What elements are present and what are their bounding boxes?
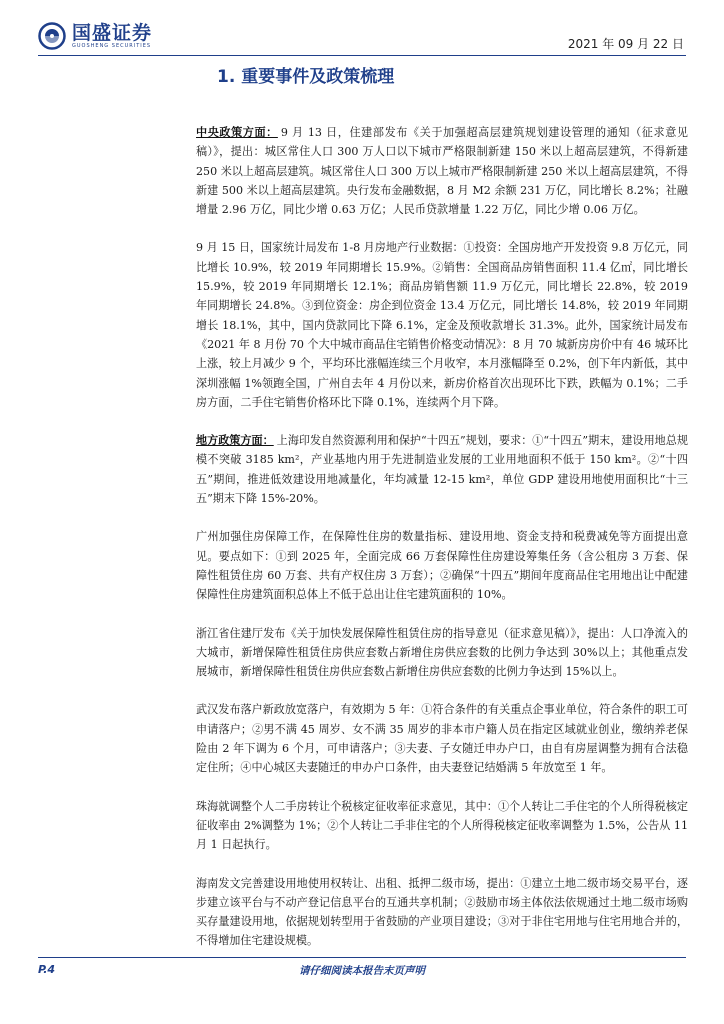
paragraph-text: 9 月 13 日，住建部发布《关于加强超高层建筑规划建设管理的通知（征求意见稿）》，提出：城区常住人口 300 万人口以下城市严格限制新建 150 米以上超高层建筑，不得新建 250 米以上超高层建筑。城区常住人口 300 万以上城市严格限制新建 250 米以上超高层建筑，不得新建 500 米以上超高层建筑。央行发布金融数据，8 月 M2 余额 231 万亿，同比增长 8.2%；社融增量 2.96 万亿，同比少增 0.63 万亿；人民币贷款增量 1.22 万亿，同比少增 0.06 万亿。 <box>196 126 688 217</box>
report-body <box>196 123 688 970</box>
paragraph-central-policy <box>196 123 688 219</box>
paragraph-text: 武汉发布落户新政放宽落户，有效期为 5 年：①符合条件的有关重点企事业单位，符合条件的职工可申请落户；②男不满 45 周岁、女不满 35 周岁的非本市户籍人员在指定区域就业创业，缴纳养老保险由 2 年下调为 6 个月，可申请落户；③夫妻、子女随迁申办户口，由自有房屋调整为拥有合法稳定住所；④中心城区夫妻随迁的申办户口条件，由夫妻登记结婚满 5 年放宽至 1 年。 <box>196 703 688 775</box>
paragraph-text: 浙江省住建厅发布《关于加快发展保障性租赁住房的指导意见（征求意见稿）》，提出：人口净流入的大城市，新增保障性租赁住房供应套数占新增住房供应套数的比例力争达到 30%以上；其他重点发展城市，新增保障性租赁住房供应套数占新增住房供应套数的比例力争达到 15%以上。 <box>196 626 688 679</box>
logo-icon <box>38 22 66 50</box>
logo-subtitle: GUOSHENG SECURITIES <box>72 42 152 49</box>
page-number: P.4 <box>38 963 56 976</box>
paragraph-guangzhou <box>196 527 688 604</box>
footer-disclaimer: 请仔细阅读本报告末页声明 <box>299 965 425 977</box>
paragraph-text: 海南发文完善建设用地使用权转让、出租、抵押二级市场，提出：①建立土地二级市场交易平台，逐步建立该平台与不动产登记信息平台的互通共享机制；②鼓励市场主体依法依规通过土地二级市场购买存量建设用地，依据规划转型用于省鼓励的产业项目建设；③对于非住宅用地与住宅用地合并的，不得增加住宅建设规模。 <box>196 876 688 948</box>
report-date: 2021 年 09 月 22 日 <box>567 37 684 51</box>
header-divider <box>38 55 686 56</box>
paragraph-text: 广州加强住房保障工作，在保障性住房的数量指标、建设用地、资金支持和税费减免等方面提出意见。要点如下：①到 2025 年，全面完成 66 万套保障性住房建设筹集任务（含公租房 3 万套、保障性租赁住房 60 万套、共有产权住房 3 万套）；②确保“十四五”期间年度商品住宅用地出让中配建保障性住房建筑面积总体上不低于总出让住宅建筑面积的 10%。 <box>196 530 688 602</box>
page-header <box>0 0 724 58</box>
company-logo <box>38 22 152 50</box>
paragraph-text: 9 月 15 日，国家统计局发布 1-8 月房地产行业数据：①投资：全国房地产开发投资 9.8 万亿元，同比增长 10.9%，较 2019 年同期增长 15.9%。②销售：全国商品房销售面积 11.4 亿㎡，同比增长 15.9%，较 2019 年同期增长 12.1%；商品房销售额 11.9 万亿元，同比增长 22.8%，较 2019 年同期增长 24.8%。③到位资金：房企到位资金 13.4 万亿元，同比增长 14.8%，较 2019 年同期增长 18.1%，其中，国内贷款同比下降 6.1%，定金及预收款增长 31.3%。此外，国家统计局发布《2021 年 8 月份 70 个大中城市商品住宅销售价格变动情况》：8 月 70 城新房房价中有 46 城环比上涨，较上月减少 9 个，平均环比涨幅连续三个月收窄，本月涨幅降至 0.2%，创下年内新低，其中深圳涨幅 1%领跑全国，广州自去年 4 月份以来，新房价格首次出现环比下跌，跌幅为 0.1%；二手房方面，二手住宅销售价格环比下降 0.1%，连续两个月下降。 <box>196 241 688 409</box>
paragraph-zhejiang <box>196 624 688 682</box>
paragraph-lead: 中央政策方面： <box>196 126 278 139</box>
paragraph-lead: 地方政策方面： <box>196 434 274 448</box>
paragraph-stats-data <box>196 238 688 412</box>
paragraph-wuhan <box>196 700 688 777</box>
paragraph-text: 珠海就调整个人二手房转让个税核定征收率征求意见，其中：①个人转让二手住宅的个人所得税核定征收率由 2%调整为 1%；②个人转让二手非住宅的个人所得税核定征收率调整为 1.5%，公告从 11 月 1 日起执行。 <box>196 799 688 852</box>
paragraph-zhuhai <box>196 797 688 855</box>
section-title: 1. 重要事件及政策梳理 <box>217 67 395 87</box>
paragraph-local-policy <box>196 431 688 508</box>
footer-divider <box>38 957 686 958</box>
logo-name: 国盛证券 <box>72 21 153 44</box>
paragraph-hainan <box>196 874 688 951</box>
paragraph-text: 上海印发自然资源利用和保护“十四五”规划，要求：①“十四五”期末，建设用地总规模不突破 3185 km²，产业基地内用于先进制造业发展的工业用地面积不低于 150 km²。②“十四五”期间，推进低效建设用地减量化，年均减量 12-15 km²，单位 GDP 建设用地使用面积比“十三五”期末下降 15%-20%。 <box>196 434 688 506</box>
